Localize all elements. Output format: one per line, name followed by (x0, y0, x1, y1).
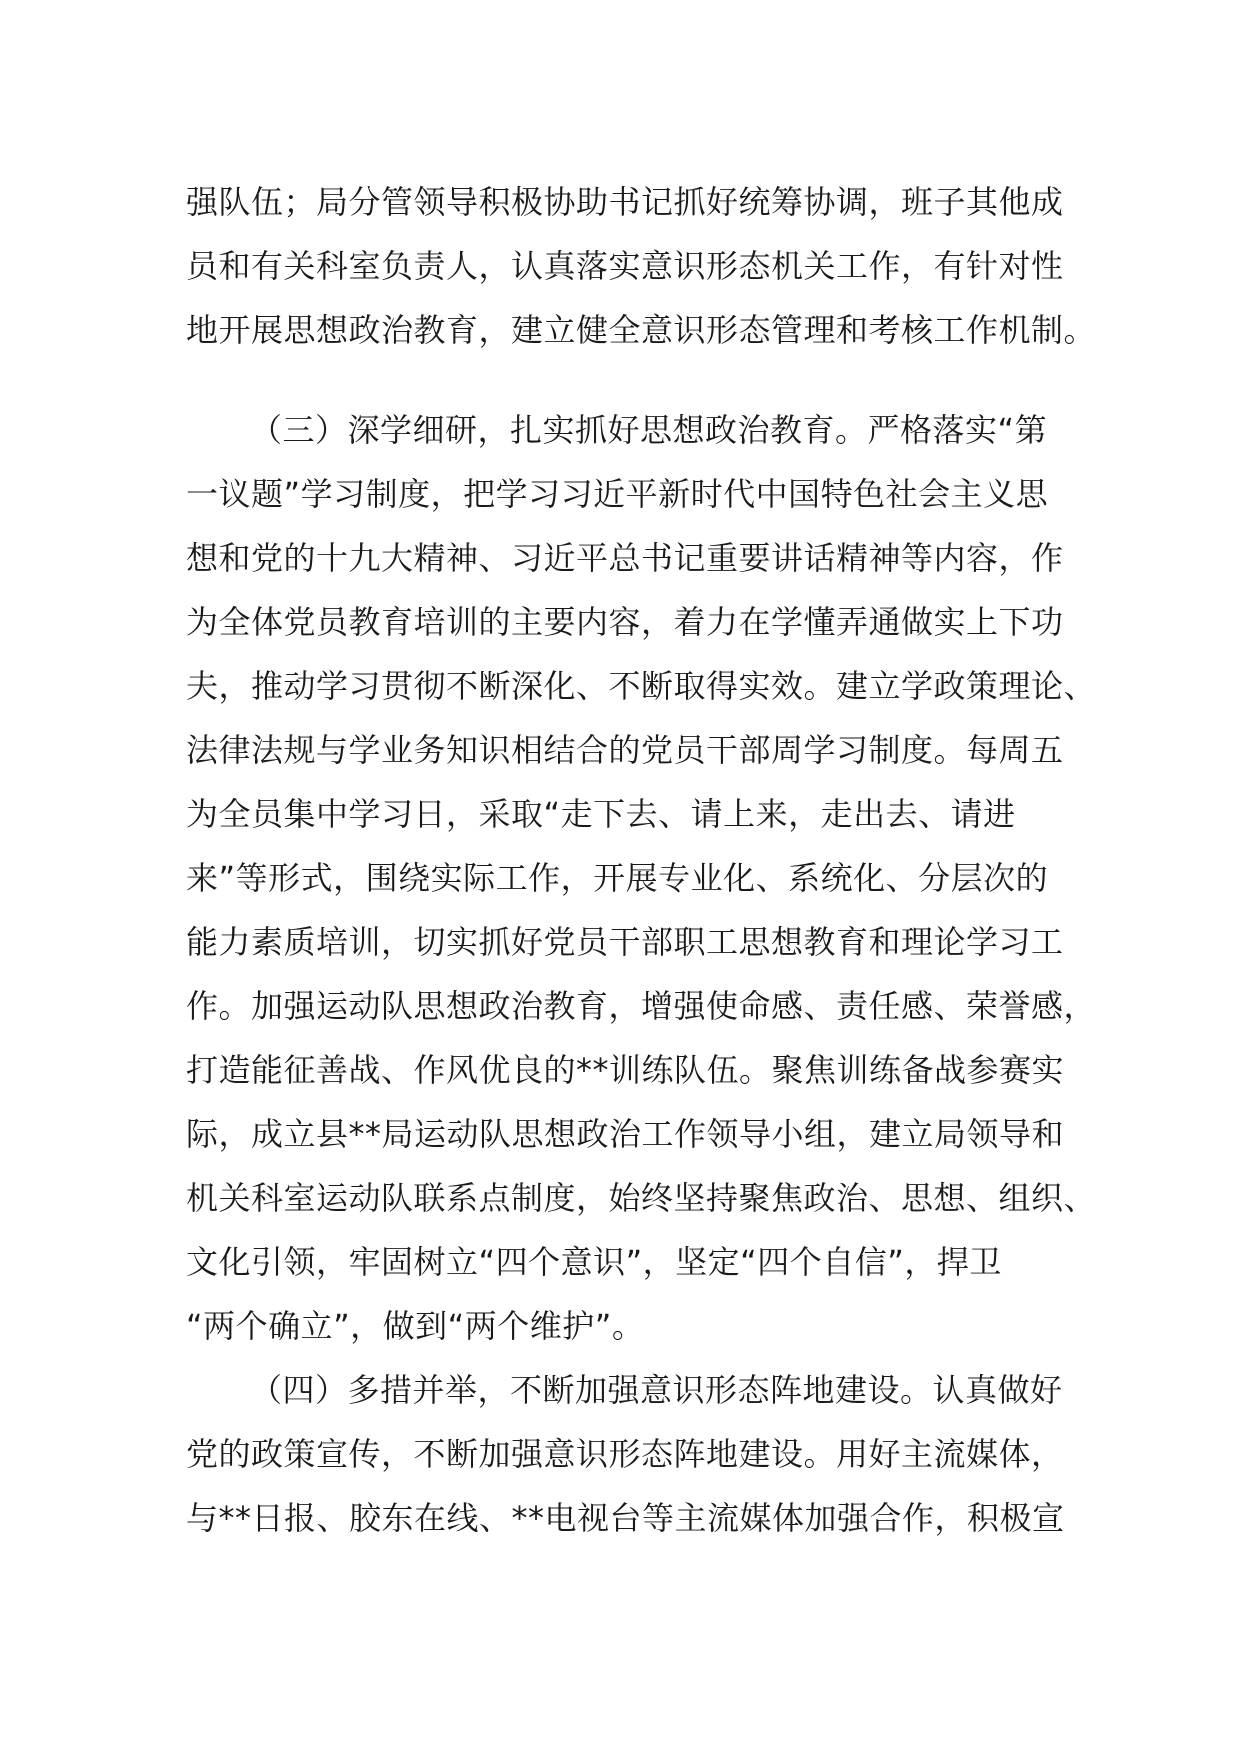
text-line: 法律法规与学业务知识相结合的党员干部周学习制度。每周五 (186, 731, 1064, 769)
text-line: 强队伍；局分管领导积极协助书记抓好统筹协调，班子其他成 (186, 183, 1064, 221)
text-line: 作。加强运动队思想政治教育，增强使命感、责任感、荣誉感， (186, 987, 1097, 1025)
text-line: 与**日报、胶东在线、**电视台等主流媒体加强合作，积极宣 (186, 1499, 1065, 1537)
text-line: 能力素质培训，切实抓好党员干部职工思想教育和理论学习工 (186, 923, 1064, 961)
text-line: “两个确立”，做到“两个维护”。 (186, 1307, 645, 1345)
text-line: 打造能征善战、作风优良的**训练队伍。聚焦训练备战参赛实 (186, 1051, 1065, 1089)
text-line: 想和党的十九大精神、习近平总书记重要讲话精神等内容，作 (186, 539, 1064, 577)
text-line: 为全员集中学习日，采取“走下去、请上来，走出去、请进 (186, 795, 1016, 833)
text-line: 夫，推动学习贯彻不断深化、不断取得实效。建立学政策理论、 (186, 667, 1097, 705)
text-line: 机关科室运动队联系点制度，始终坚持聚焦政治、思想、组织、 (186, 1179, 1097, 1217)
text-line: 党的政策宣传，不断加强意识形态阵地建设。用好主流媒体， (186, 1435, 1064, 1473)
text-line: 地开展思想政治教育，建立健全意识形态管理和考核工作机制。 (186, 311, 1097, 349)
text-line: 文化引领，牢固树立“四个意识”，坚定“四个自信”，捍卫 (186, 1243, 1002, 1281)
text-line: 来”等形式，围绕实际工作，开展专业化、系统化、分层次的 (186, 859, 1049, 897)
text-line: 一议题”学习制度，把学习习近平新时代中国特色社会主义思 (186, 475, 1049, 513)
text-line: 为全体党员教育培训的主要内容，着力在学懂弄通做实上下功 (186, 603, 1064, 641)
section-heading-line: （四）多措并举，不断加强意识形态阵地建设。认真做好 (250, 1371, 1063, 1409)
text-line: 员和有关科室负责人，认真落实意识形态机关工作，有针对性 (186, 247, 1064, 285)
text-line: 际，成立县**局运动队思想政治工作领导小组，建立局领导和 (186, 1115, 1065, 1153)
section-heading-line: （三）深学细研，扎实抓好思想政治教育。严格落实“第 (250, 411, 1048, 449)
